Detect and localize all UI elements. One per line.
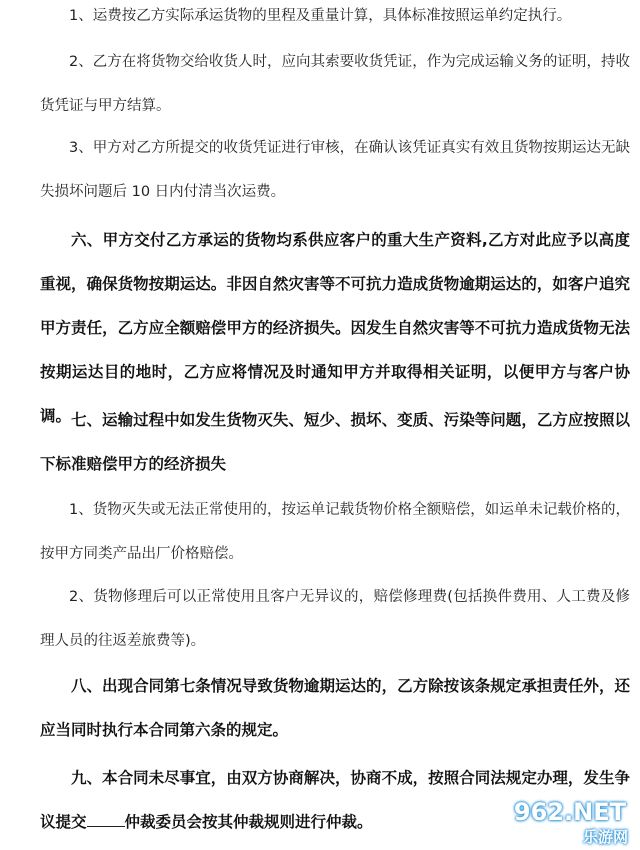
paragraph-5-1: 1、运费按乙方实际承运货物的里程及重量计算，具体标准按照运单约定执行。 xyxy=(69,8,572,24)
clause-7: 七、运输过程中如发生货物灭失、短少、损坏、变质、污染等问题，乙方应按照以下标准赔偿甲方的经济损失 xyxy=(40,411,630,473)
site-watermark xyxy=(502,798,634,846)
clause-8: 八、出现合同第七条情况导致货物逾期运达的，乙方除按该条规定承担责任外，还应当同时执行本合同第六条的规定。 xyxy=(40,677,630,739)
watermark-site-name: 乐游网 xyxy=(582,828,628,846)
blank-underline xyxy=(87,812,125,827)
clause-6: 六、甲方交付乙方承运的货物均系供应客户的重大生产资料,乙方对此应予以高度重视，确保货物按期运达。非因自然灾害等不可抗力造成货物逾期运达的，如客户追究甲方责任，乙方应全额赔偿甲方的经济损失。因发生自然灾害等不可抗力造成货物无法按期运达目的地时，乙方应将情况及时通知甲方并取得相关证明，以便甲方与客户协调。 xyxy=(40,231,630,425)
paragraph-7-1: 1、货物灭失或无法正常使用的，按运单记载货物价格全额赔偿，如运单未记载价格的，按甲方同类产品出厂价格赔偿。 xyxy=(40,502,630,562)
paragraph-5-2: 2、乙方在将货物交给收货人时，应向其索要收货凭证，作为完成运输义务的证明，持收货凭证与甲方结算。 xyxy=(40,54,630,114)
watermark-logo-text: 962.NET xyxy=(513,798,626,826)
clause-9-text: 九、本合同未尽事宜，由双方协商解决，协商不成，按照合同法规定办理，发生争议提交 xyxy=(40,769,630,831)
clause-9-tail: 仲裁委员会按其仲裁规则进行仲裁。 xyxy=(124,813,373,831)
paragraph-7-2: 2、货物修理后可以正常使用且客户无异议的，赔偿修理费(包括换件费用、人工费及修理人员的往返差旅费等)。 xyxy=(40,589,630,649)
paragraph-5-3: 3、甲方对乙方所提交的收货凭证进行审核，在确认该凭证真实有效且货物按期运达无缺失损坏问题后 10 日内付清当次运费。 xyxy=(40,140,630,200)
